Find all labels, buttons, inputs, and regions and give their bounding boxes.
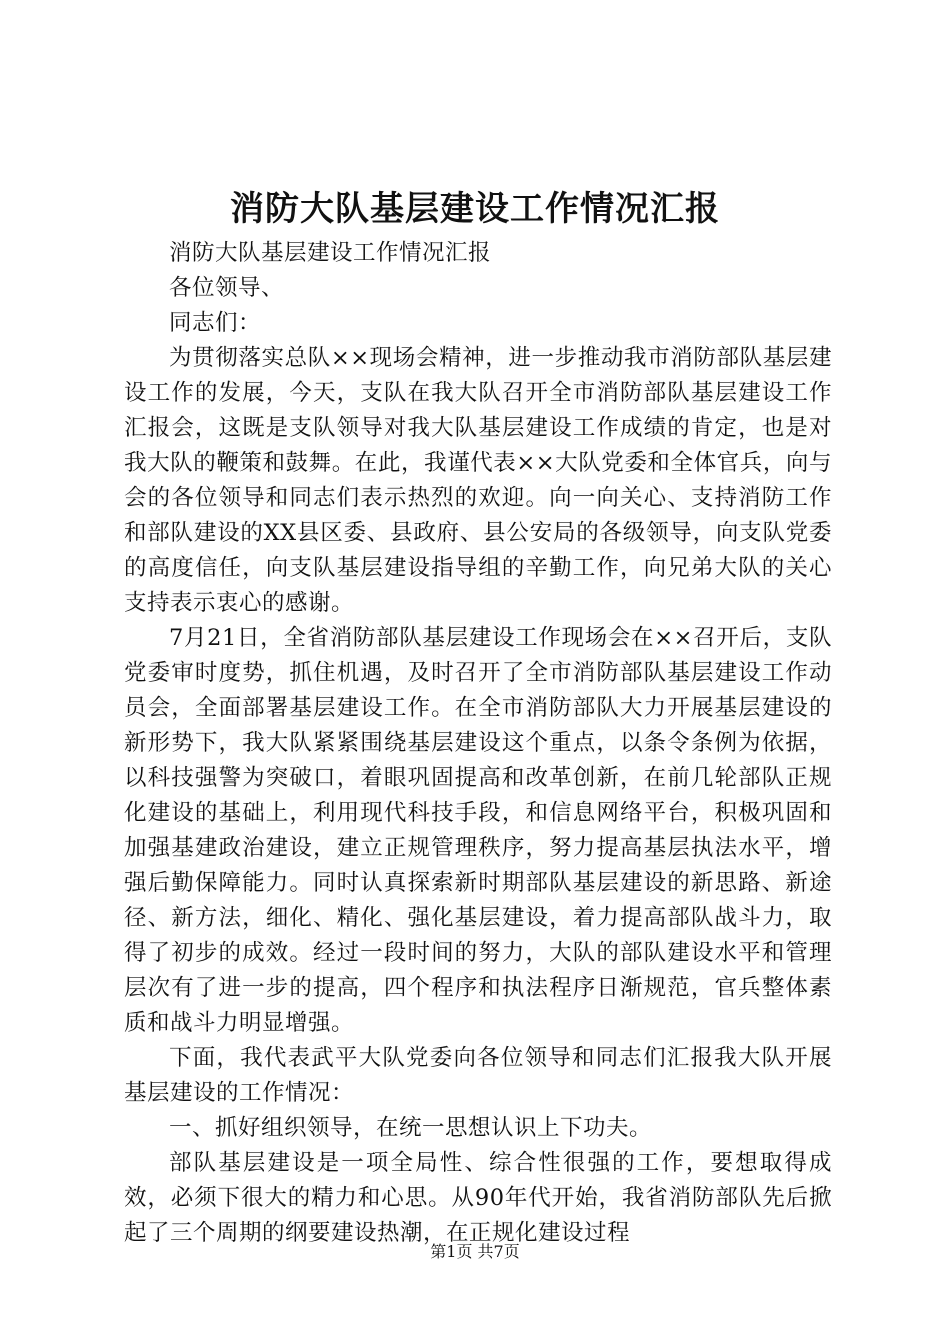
section-heading-1: 一、抓好组织领导，在统一思想认识上下功夫。 [169,1115,653,1141]
paragraph-salutation-2: 同志们： [169,310,262,336]
paragraph-background: 7月21日，全省消防部队基层建设工作现场会在××召开后，支队党委审时度势，抓住机遇，及时召开了全市消防部队基层建设工作动员会，全面部署基层建设工作。在全市消防部队大力开展基层建设的新形势下，我大队紧紧围绕基层建设这个重点，以条令条例为依据，以科技强警为突破口，着眼巩固提高和改革创新，在前几轮部队正规化建设的基础上，利用现代科技手段，和信息网络平台，积极巩固和加强基建政治建设，建立正规管理秩序，努力提高基层执法水平，增强后勤保障能力。同时认真探索新时期部队基层建设的新思路、新途径、新方法，细化、精化、强化基层建设，着力提高部队战斗力，取得了初步的成效。经过一段时间的努力，大队的部队建设水平和管理层次有了进一步的提高，四个程序和执法程序日渐规范，官兵整体素质和战斗力明显增强。 [124,625,832,1036]
document-body [124,236,832,1251]
paragraph-salutation-1: 各位领导、 [169,275,285,301]
paragraph-transition: 下面，我代表武平大队党委向各位领导和同志们汇报我大队开展基层建设的工作情况： [124,1045,832,1106]
paragraph-subtitle: 消防大队基层建设工作情况汇报 [169,240,492,266]
page-number-footer: 第1页 共7页 [430,1242,520,1261]
paragraph-intro: 为贯彻落实总队××现场会精神，进一步推动我市消防部队基层建设工作的发展，今天，支队在我大队召开全市消防部队基层建设工作汇报会，这既是支队领导对我大队基层建设工作成绩的肯定，也是对我大队的鞭策和鼓舞。在此，我谨代表××大队党委和全体官兵，向与会的各位领导和同志们表示热烈的欢迎。向一向关心、支持消防工作和部队建设的XX县区委、县政府、县公安局的各级领导，向支队党委的高度信任，向支队基层建设指导组的辛勤工作，向兄弟大队的关心支持表示衷心的感谢。 [124,345,832,616]
document-title: 消防大队基层建设工作情况汇报 [230,189,720,229]
paragraph-section-1: 部队基层建设是一项全局性、综合性很强的工作，要想取得成效，必须下很大的精力和心思。从90年代开始，我省消防部队先后掀起了三个周期的纲要建设热潮，在正规化建设过程 [124,1150,832,1246]
